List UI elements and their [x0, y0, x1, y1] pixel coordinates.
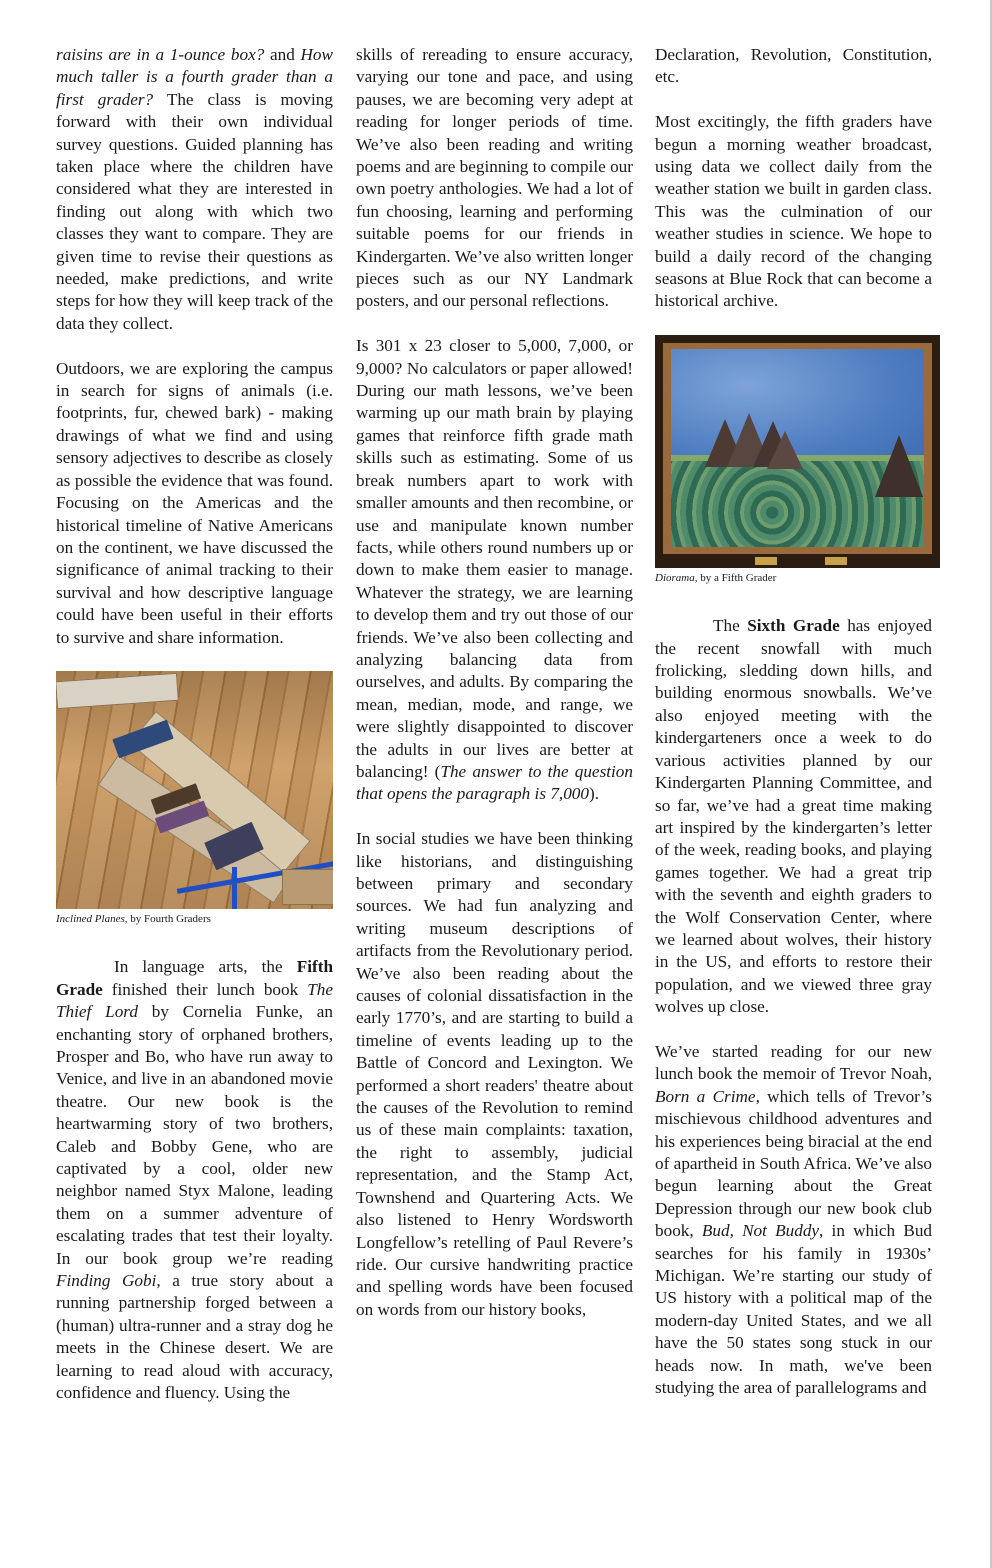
paragraph-language-arts — [56, 956, 333, 1404]
text-span: , which tells of Trevor’s mischievous childhood adventures and his experiences being biracial at the end of apartheid in South Africa. We’ve also begun learning about the Great Depression through our new book club book, — [655, 1086, 933, 1241]
caption-title: Diorama — [655, 572, 695, 585]
column-3 — [655, 44, 932, 1399]
cardboard-stop — [282, 869, 333, 905]
column-2 — [356, 44, 633, 1321]
bold-grade-name: Fifth Grade — [56, 957, 333, 999]
text-span: We’ve started reading for our new lunch book the memoir of Trevor Noah, — [655, 1041, 932, 1084]
figure-inclined-planes — [56, 671, 333, 926]
column-1 — [56, 44, 333, 1404]
photo-caption — [655, 572, 932, 585]
italic-book-title: Born a Crime — [655, 1086, 756, 1106]
inclined-planes-photo — [56, 671, 333, 909]
paragraph-sixth-grade — [655, 615, 932, 1018]
diorama-photo — [655, 335, 940, 568]
paragraph-lunch-book — [655, 1041, 932, 1400]
text-span: , in which Bud searches for his family in 1930s’ Michigan. We’re starting our study of US history with a political map of the modern-day United States, and we all have the 50 states song stuck in our heads now. In math, we've been studying the area of parallelograms and — [655, 1221, 933, 1398]
paragraph-reading-skills: skills of rereading to ensure accuracy, varying our tone and pace, and using pauses, we are becoming very adept at reading for longer periods of time. We’ve also been reading and writing poems and are beginning to compile our own poetry anthologies. We had a lot of fun choosing, learning and performing suitable poems for our friends in Kindergarten. We’ve also written longer pieces such as our NY Landmark posters, and our personal reflections. — [356, 45, 633, 311]
blue-tape-line — [232, 867, 237, 909]
text-span: The — [713, 616, 748, 636]
italic-question-height: How much taller is a fourth grader than a first grader? — [56, 45, 333, 109]
mountain-shape — [767, 431, 803, 469]
caption-credit: , by Fourth Graders — [124, 913, 211, 926]
italic-question-raisins: raisins are in a 1-ounce box? — [56, 45, 265, 64]
text-span: Is 301 x 23 closer to 5,000, 7,000, or 9,000? No calculators or paper allowed! During our math lessons, we’ve been warming up our math brain by playing games that reinforce fifth grade math skills such as estimating. Some of us break numbers apart to work with smaller amounts and then recombine, or use and manipulate known number facts, while others round numbers up or down to make them easier to manage. Whatever the strategy, we are learning to develop them and try out those of our friends. We’ve also been collecting and analyzing balancing data from ourselves, and adults. By comparing the mean, median, mode, and range, we were slightly disappointed to discover the adults in our lives are better at balancing! ( — [356, 336, 633, 781]
mountain-shape — [875, 435, 923, 497]
frame-clip — [755, 557, 777, 565]
text-span: by Cornelia Funke, an enchanting story of orphaned brothers, Prosper and Bo, who have run away to Venice, and live in an abandoned movie theatre. Our new book is the heartwarming story of two brothers, Caleb and Bobby Gene, who are captivated by a cool, older new neighbor named Styx Malone, leading them on a summer adventure of escalating trades that test their loyalty. In our book group we’re reading — [56, 1002, 333, 1268]
paragraph-outdoors: Outdoors, we are exploring the campus in search for signs of animals (i.e. footprints, fur, chewed bark) - making drawings of what we find and using sensory adjectives to describe as closely as possible the evidence that was found. Focusing on the Americas and the historical timeline of Native Americans on the continent, we have discussed the significance of animal tracking to their survival and how descriptive language could have been useful in their efforts to survive and share information. — [56, 358, 333, 647]
text-span: ). — [589, 784, 600, 804]
frame-clip — [825, 557, 847, 565]
text-span: finished their lunch book — [102, 979, 308, 999]
text-span: has enjoyed the recent snowfall with much frolicking, sledding down hills, and building enormous snowballs. We’ve also enjoyed meeting with the kindergarteners once a week to do various activities planned by our Kindergarten Planning Committee, and so far, we’ve had a great time making art inspired by the kindergarten’s letter of the week, reading books, and playing games together. We had a great trip with the seventh and eighth graders to the Wolf Conservation Center, where we learned about wolves, their history in the US, and efforts to restore their population, and we viewed three gray wolves up close. — [655, 616, 932, 1017]
bold-grade-name: Sixth Grade — [747, 616, 840, 636]
text-span: The class is moving forward with their own individual survey questions. Guided planning has taken place where the children have considered what they are interested in finding out along with which two classes they want to compare. They are given time to revise their questions as needed, make predictions, and write steps for how they will keep track of the data they collect. — [56, 89, 333, 333]
text-span: In language arts, the — [114, 957, 297, 977]
caption-credit: , by a Fifth Grader — [694, 572, 777, 585]
italic-book-title: The Thief Lord — [56, 979, 333, 1022]
italic-answer: The answer to the question that opens the paragraph is 7,000 — [356, 761, 633, 804]
paragraph-weather-broadcast: Most excitingly, the fifth graders have begun a morning weather broadcast, using data we collect daily from the weather station we built in garden class. This was the culmination of our weather studies in science. We hope to build a daily record of the changing seasons at Blue Rock that can become a historical archive. — [655, 112, 932, 311]
italic-book-title: Finding Gobi — [56, 1271, 157, 1291]
paragraph-continued: Declaration, Revolution, Constitution, etc. — [655, 45, 932, 87]
text-span: , a true story about a running partnership forged between a (human) ultra-runner and a stray dog he meets in the Chinese desert. We are learning to read aloud with accuracy, confidence and fluency. Using the — [56, 1271, 333, 1403]
text-span: and — [264, 45, 301, 64]
paragraph-survey-questions — [56, 44, 333, 335]
figure-diorama — [655, 335, 932, 585]
paragraph-social-studies: In social studies we have been thinking like historians, and distinguishing between primary and secondary sources. We had fun analyzing and writing museum descriptions of artifacts from the Revolutionary period. We’ve also been reading about the causes of colonial dissatisfaction in the early 1770’s, and are starting to build a timeline of events leading up to the Battle of Concord and Lexington. We performed a short readers' theatre about the causes of the Revolution to remind us of these main complaints: taxation, the right to assembly, judicial representation, and the Stamp Act, Townshend and Quartering Acts. We also listened to Henry Wordsworth Longfellow’s retelling of Paul Revere’s ride. Our cursive handwriting practice and spelling words have been focused on words from our history books, — [356, 829, 633, 1319]
paragraph-math — [356, 335, 633, 806]
photo-caption — [56, 913, 333, 926]
italic-book-title: Bud, Not Buddy — [701, 1221, 820, 1241]
caption-title: Inclined Planes — [56, 913, 125, 926]
